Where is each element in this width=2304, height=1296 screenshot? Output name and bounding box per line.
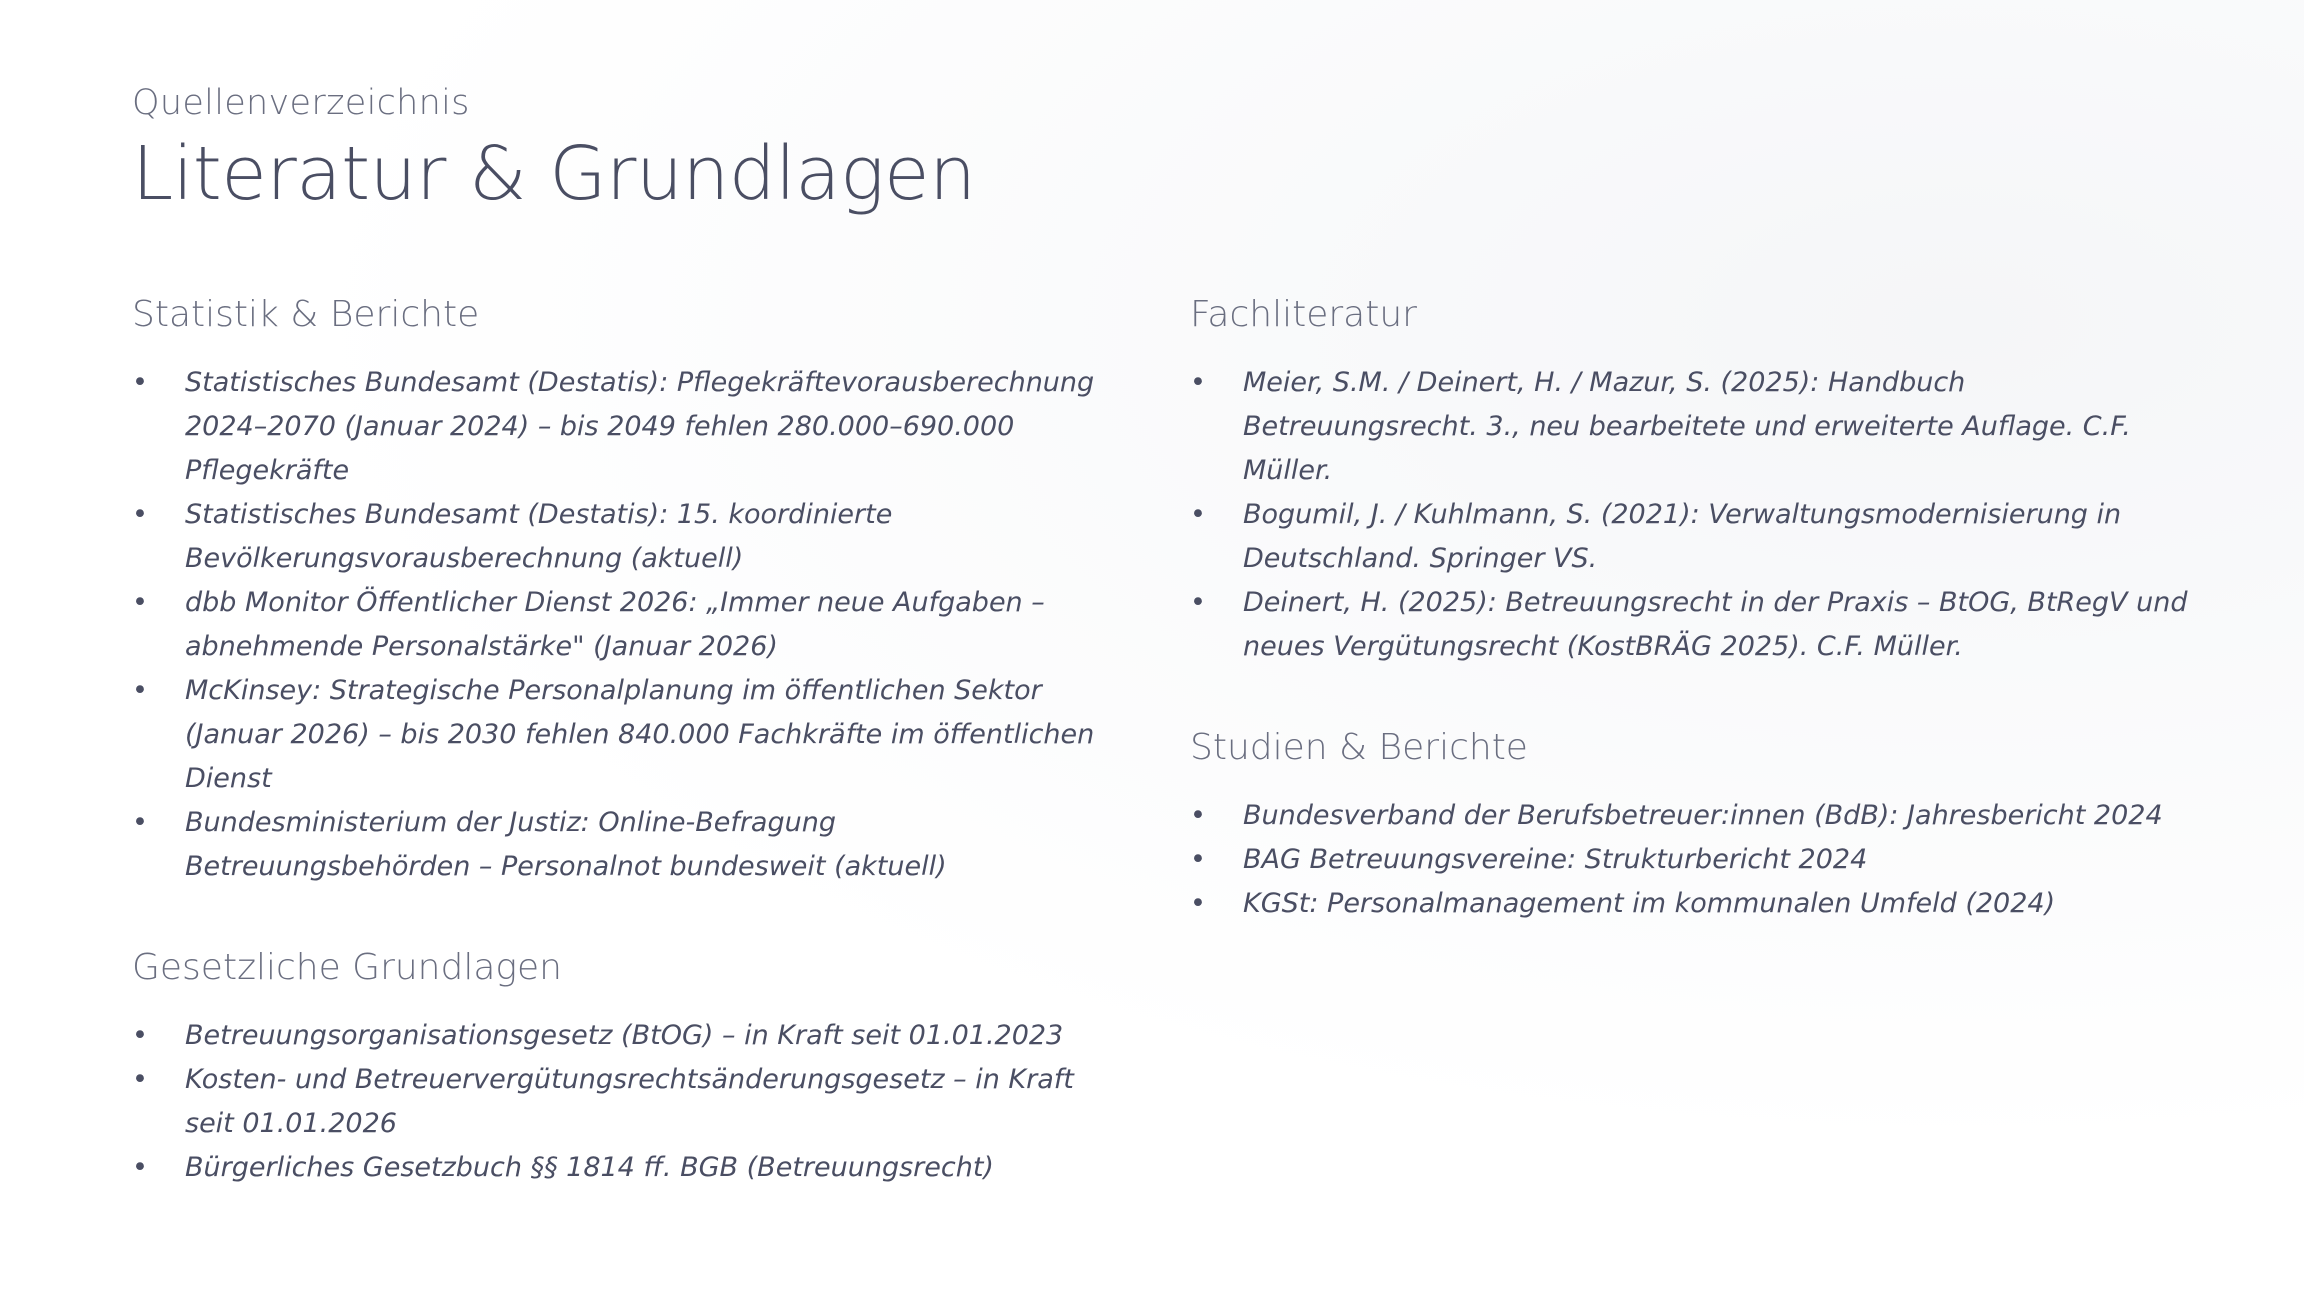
section-title: Statistik & Berichte <box>132 294 480 335</box>
reference-item <box>1190 838 2190 882</box>
reference-text: KGSt: Personalmanagement im kommunalen Umfeld (2024) <box>1243 887 2056 919</box>
reference-item <box>1190 581 2190 669</box>
reference-list <box>1190 794 2190 926</box>
reference-text: Bundesverband der Berufsbetreuer:innen (BdB): Jahresbericht 2024 <box>1243 799 2163 831</box>
section-statistik <box>132 292 1122 889</box>
reference-text: Kosten- und Betreuervergütungsrechtsänderungsgesetz – in Kraft seit 01.01.2026 <box>185 1063 1074 1139</box>
bullet-icon: • <box>1190 799 1206 831</box>
reference-item <box>132 1014 1122 1058</box>
section-fachliteratur <box>1190 292 2190 669</box>
slide-header <box>132 82 975 215</box>
bullet-icon: • <box>1190 843 1206 875</box>
reference-list <box>132 1014 1122 1190</box>
reference-text: Deinert, H. (2025): Betreuungsrecht in der Praxis – BtOG, BtRegV und neues Vergütungsrecht (KostBRÄG 2025). C.F. Müller. <box>1243 586 2188 662</box>
reference-item <box>1190 794 2190 838</box>
reference-text: Betreuungsorganisationsgesetz (BtOG) – in Kraft seit 01.01.2023 <box>185 1019 1064 1051</box>
reference-text: McKinsey: Strategische Personalplanung im öffentlichen Sektor (Januar 2026) – bis 2030 fehlen 840.000 Fachkräfte im öffentlichen Dienst <box>185 674 1095 794</box>
bullet-icon: • <box>132 366 148 398</box>
reference-item <box>132 1146 1122 1190</box>
reference-text: BAG Betreuungsvereine: Strukturbericht 2024 <box>1243 843 1868 875</box>
bullet-icon: • <box>132 806 148 838</box>
reference-item <box>132 669 1122 801</box>
eyebrow-label: Quellenverzeichnis <box>132 83 470 123</box>
right-column <box>1190 292 2190 982</box>
reference-text: Bogumil, J. / Kuhlmann, S. (2021): Verwaltungsmodernisierung in Deutschland. Springer VS. <box>1243 498 2122 574</box>
reference-list <box>132 361 1122 889</box>
section-title: Studien & Berichte <box>1190 726 1528 768</box>
bullet-icon: • <box>132 1151 148 1183</box>
bullet-icon: • <box>132 674 148 706</box>
bullet-icon: • <box>132 586 148 618</box>
section-gesetzliche-grundlagen <box>132 945 1122 1190</box>
reference-item <box>132 801 1122 889</box>
section-studien-berichte <box>1190 725 2190 926</box>
page-title: Literatur & Grundlagen <box>132 131 976 217</box>
reference-item <box>1190 493 2190 581</box>
bullet-icon: • <box>1190 366 1206 398</box>
reference-text: Bundesministerium der Justiz: Online-Befragung Betreuungsbehörden – Personalnot bundesweit (aktuell) <box>185 806 947 882</box>
reference-item <box>1190 882 2190 926</box>
reference-list <box>1190 361 2190 669</box>
reference-item <box>132 361 1122 493</box>
bullet-icon: • <box>132 1019 148 1051</box>
reference-item <box>132 581 1122 669</box>
reference-text: Bürgerliches Gesetzbuch §§ 1814 ff. BGB (Betreuungsrecht) <box>185 1151 994 1183</box>
reference-text: dbb Monitor Öffentlicher Dienst 2026: „Immer neue Aufgaben – abnehmende Personalstärke" (Januar 2026) <box>185 586 1045 662</box>
section-title: Fachliteratur <box>1190 294 1417 335</box>
reference-text: Statistisches Bundesamt (Destatis): 15. koordinierte Bevölkerungsvorausberechnung (aktuell) <box>185 498 893 574</box>
reference-item <box>132 1058 1122 1146</box>
bullet-icon: • <box>132 1063 148 1095</box>
reference-text: Meier, S.M. / Deinert, H. / Mazur, S. (2025): Handbuch Betreuungsrecht. 3., neu bearbeitete und erweiterte Auflage. C.F. Müller. <box>1243 366 2131 486</box>
bullet-icon: • <box>132 498 148 530</box>
reference-item <box>1190 361 2190 493</box>
reference-item <box>132 493 1122 581</box>
reference-text: Statistisches Bundesamt (Destatis): Pflegekräftevorausberechnung 2024–2070 (Januar 2024) – bis 2049 fehlen 280.000–690.000 Pflegekräfte <box>185 366 1095 486</box>
bullet-icon: • <box>1190 586 1206 618</box>
bullet-icon: • <box>1190 498 1206 530</box>
section-title: Gesetzliche Grundlagen <box>132 946 562 988</box>
left-column <box>132 292 1122 1246</box>
bullet-icon: • <box>1190 887 1206 919</box>
